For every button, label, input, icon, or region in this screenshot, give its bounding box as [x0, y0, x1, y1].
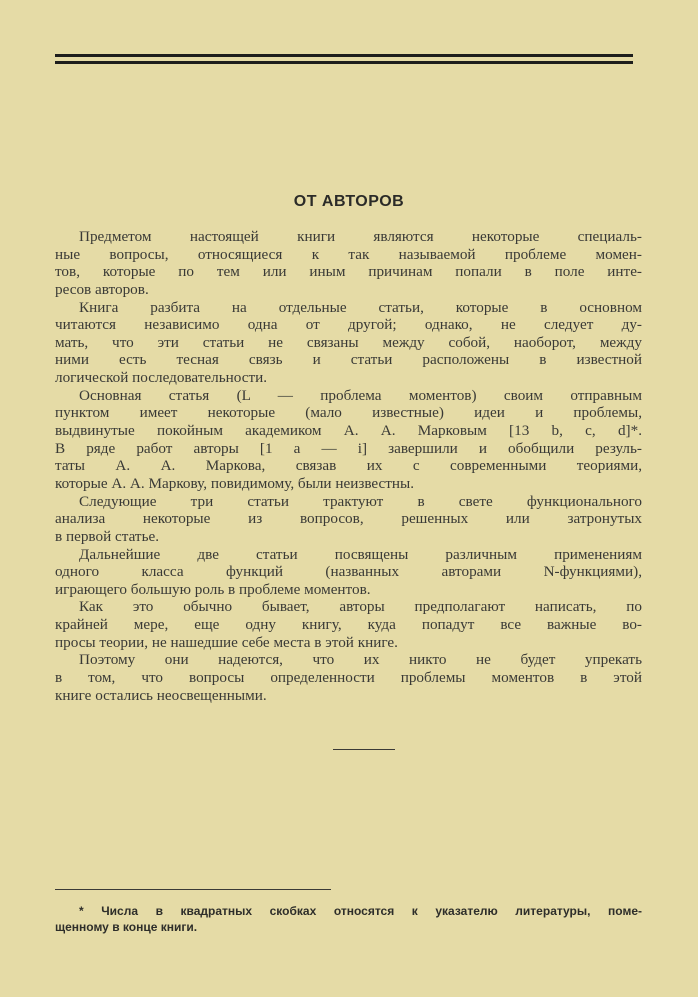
paragraph-4-line: Следующие три статьи трактуют в свете функционального [79, 492, 642, 510]
paragraph-1-line: ные вопросы, относящиеся к так называемой проблеме момен- [55, 245, 642, 263]
paragraph-3-line: которые А. А. Маркову, повидимому, были неизвестны. [55, 474, 415, 492]
page-title: ОТ АВТОРОВ [293, 193, 405, 210]
paragraph-6-line: просы теории, не нашедшие себе места в этой книге. [55, 633, 398, 651]
paragraph-5-line: Дальнейшие две статьи посвящены различным применениям [79, 545, 642, 563]
paragraph-3-line: пунктом имеет некоторые (мало известные) идеи и проблемы, [55, 404, 642, 422]
paragraph-6-line: Как это обычно бывает, авторы предполагают написать, по [79, 598, 642, 616]
header-rule-top [55, 54, 633, 57]
paragraph-3-line: Основная статья (L — проблема моментов) своим отправным [79, 386, 642, 404]
paragraph-2-line: мать, что эти статьи не связаны между собой, наоборот, между [55, 333, 642, 351]
paragraph-3-line: таты А. А. Маркова, связав их с современными теориями, [55, 457, 642, 475]
paragraph-7-line: в том, что вопросы определенности проблемы моментов в этой [55, 669, 642, 687]
paragraph-7-line: Поэтому они надеются, что их никто не будет упрекать [79, 651, 642, 669]
paragraph-2-line: Книга разбита на отдельные статьи, которые в основном [79, 298, 642, 316]
paragraph-1-line: ресов авторов. [55, 280, 149, 298]
paragraph-5-line: играющего большую роль в проблеме моментов. [55, 580, 371, 598]
footnote-line: * Числа в квадратных скобках относятся к указателю литературы, поме- [79, 904, 642, 918]
footnote-line: щенному в конце книги. [55, 920, 198, 934]
paragraph-3-line: выдвинутые покойным академиком А. А. Марковым [13 b, c, d]*. [55, 422, 642, 440]
paragraph-2-line: читаются независимо одна от другой; однако, не следует ду- [55, 316, 642, 334]
paragraph-1-line: тов, которые по тем или иным причинам попали в поле инте- [55, 263, 642, 281]
paragraph-7-line: книге остались неосвещенными. [55, 686, 267, 704]
footnote [55, 903, 642, 935]
preface-body [55, 228, 642, 704]
paragraph-6-line: крайней мере, еще одну книгу, куда попадут все важные во- [55, 616, 642, 634]
paragraph-5-line: одного класса функций (названных авторами N-функциями), [55, 563, 642, 581]
footnote-rule [55, 889, 331, 890]
section-separator [333, 749, 395, 750]
paragraph-4-line: анализа некоторые из вопросов, решенных или затронутых [55, 510, 642, 528]
header-rule-bottom [55, 61, 633, 64]
paragraph-1-line: Предметом настоящей книги являются некоторые специаль- [79, 228, 642, 245]
paragraph-4-line: в первой статье. [55, 527, 160, 545]
paragraph-3-line: В ряде работ авторы [1 a — i] завершили и обобщили резуль- [55, 439, 642, 457]
paragraph-2-line: ними есть тесная связь и статьи расположены в известной [55, 351, 642, 369]
paragraph-2-line: логической последовательности. [55, 369, 268, 387]
